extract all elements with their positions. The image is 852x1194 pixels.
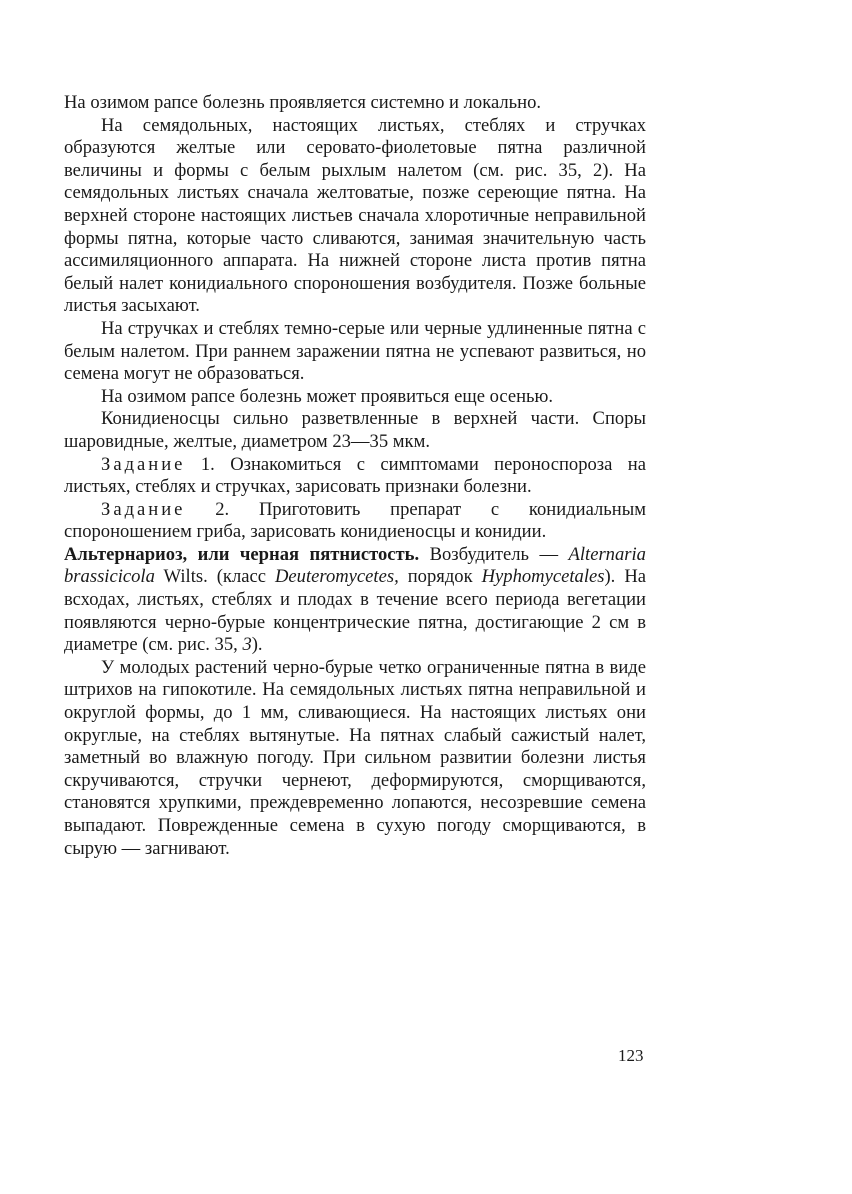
section-heading: Альтернариоз, или черная пятнистость. <box>64 543 420 565</box>
task-label: Задание <box>101 498 186 520</box>
task-text: 2. Приготовить препарат с конидиальным спороношением гриба, зарисовать конидиеносцы и конидии. <box>64 498 646 543</box>
text-run: Возбудитель — <box>419 543 569 565</box>
page-number: 123 <box>618 1046 644 1065</box>
class-name: Deuteromycetes, <box>275 566 399 588</box>
task-paragraph <box>64 454 646 499</box>
paragraph: На озимом рапсе болезнь может проявиться еще осенью. <box>101 385 554 407</box>
page-body <box>64 92 646 860</box>
order-name: Hyphomycetales <box>481 566 605 588</box>
task-text: 1. Ознакомиться с симптомами пероноспороза на листьях, стеблях и стручках, зарисовать признаки болезни. <box>64 453 646 498</box>
figure-ref: 3 <box>242 634 252 656</box>
task-label: Задание <box>101 453 186 475</box>
text-run: Wilts. (класс <box>154 566 275 588</box>
paragraph: На семядольных, настоящих листьях, стеблях и стручках образуются желтые или серовато-фиолетовые пятна различной величины и формы с белым рыхлым налетом (см. рис. 35, 2). На семядольных листьях сначала желтоватые, позже сереющие пятна. На верхней стороне настоящих листьев сначала хлоротичные неправильной формы пятна, которые часто сливаются, занимая значительную часть ассимиляционного аппарата. На нижней стороне листа против пятна белый налет конидиального спороношения возбудителя. Позже больные листья засыхают. <box>64 114 646 317</box>
section-paragraph <box>64 544 646 657</box>
text-run: ). <box>251 634 263 656</box>
paragraph: На стручках и стеблях темно-серые или черные удлиненные пятна с белым налетом. При раннем заражении пятна не успевают развиться, но семена могут не образоваться. <box>64 317 646 385</box>
paragraph: У молодых растений черно-бурые четко ограниченные пятна в виде штрихов на гипокотиле. На семядольных листьях пятна неправильной и округлой формы, до 1 мм, сливающиеся. На настоящих листьях они округлые, на стеблях вытянутые. На пятнах слабый сажистый налет, заметный во влажную погоду. При сильном развитии болезни листья скручиваются, стручки чернеют, деформируются, сморщиваются, становятся хрупкими, преждевременно лопаются, несозревшие семена выпадают. Поврежденные семена в сухую погоду сморщиваются, в сырую — загнивают. <box>64 656 646 859</box>
text-run: порядок <box>398 566 482 588</box>
paragraph: На озимом рапсе болезнь проявляется системно и локально. <box>64 92 542 113</box>
species-name: Alternaria brassicicola <box>64 543 646 588</box>
task-paragraph <box>64 499 646 544</box>
text-run: ). На всходах, листьях, стеблях и плодах в течение всего периода вегетации появляются черно-бурые концентрические пятна, достигающие 2 см в диаметре (см. рис. 35, <box>64 566 646 656</box>
paragraph: Конидиеносцы сильно разветвленные в верхней части. Споры шаровидные, желтые, диаметром 23—35 мкм. <box>64 408 646 452</box>
